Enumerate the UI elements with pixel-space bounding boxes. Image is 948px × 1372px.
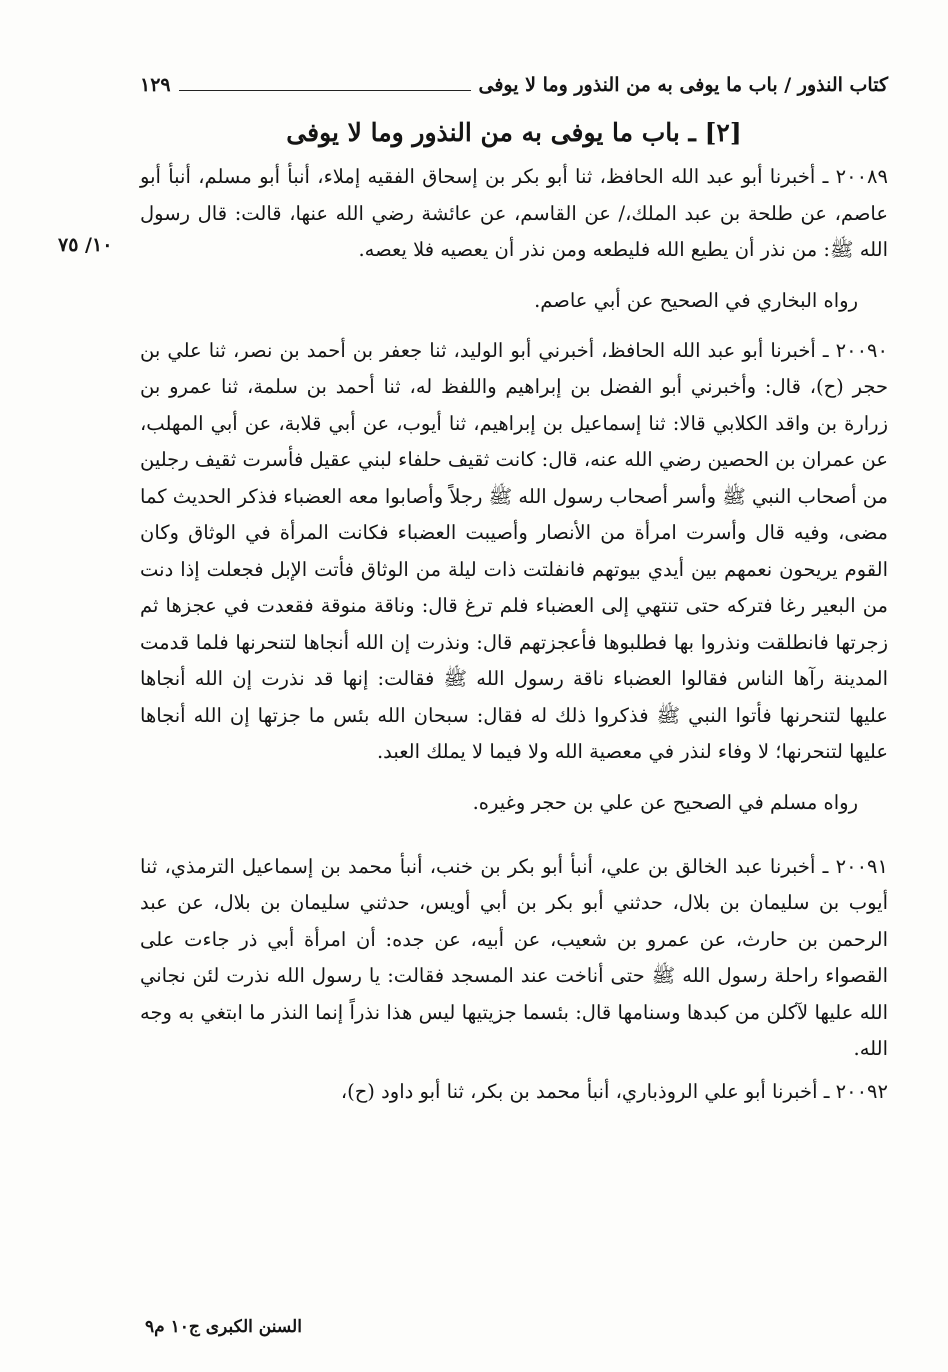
hadith-text: ٢٠٠٨٩ ـ أخبرنا أبو عبد الله الحافظ، ثنا أبو بكر بن إسحاق الفقيه إملاء، أنبأ أبو مسلم، أنبأ أبو عاصم، عن طلحة بن عبد الملك،/ عن القاسم، عن عائشة رضي الله عنها، قالت: قال رسول الله ﷺ: من نذر أن يطيع الله فليطعه ومن نذر أن يعصيه فلا يعصه.	[140, 165, 888, 261]
spacer	[140, 835, 888, 849]
hadith-note: رواه البخاري في الصحيح عن أبي عاصم.	[534, 288, 858, 312]
margin-reference: ١٠/ ٧٥	[58, 234, 113, 256]
hadith-20091	[140, 849, 888, 1068]
footer-signature: السنن الكبرى ج١٠ م٩	[145, 1317, 302, 1337]
hadith-20092	[140, 1074, 888, 1111]
running-header	[140, 68, 888, 102]
page-body	[140, 68, 888, 1110]
hadith-20089	[140, 159, 888, 269]
hadith-text: ٢٠٠٩٢ ـ أخبرنا أبو علي الروذباري، أنبأ محمد بن بكر، ثنا أبو داود (ح)،	[340, 1079, 888, 1103]
chapter-title: [٢] ـ باب ما يوفى به من النذور وما لا يوفى	[286, 118, 742, 147]
hadith-text: ٢٠٠٩٠ ـ أخبرنا أبو عبد الله الحافظ، أخبرني أبو الوليد، ثنا جعفر بن أحمد بن نصر، ثنا علي بن حجر (ح)، قال: وأخبرني أبو الفضل بن إبراهيم واللفظ له، ثنا أحمد بن سلمة، ثنا عمرو بن زرارة بن واقد الكلابي قالا: ثنا إسماعيل بن إبراهيم، ثنا أيوب، عن أبي قلابة، عن أبي المهلب، عن عمران بن الحصين رضي الله عنه، قال: كانت ثقيف حلفاء لبني عقيل فأسرت ثقيف رجلين من أصحاب النبي ﷺ وأسر أصحاب رسول الله ﷺ رجلاً وأصابوا معه العضباء فذكر الحديث كما مضى، وفيه قال وأسرت امرأة من الأنصار وأصيبت العضباء فكانت المرأة في الوثاق وكان القوم يريحون نعمهم بين أيدي بيوتهم فانفلتت ذات ليلة من الوثاق فأتت الإبل فجعلت إذا دنت من البعير رغا فتركه حتى تنتهي إلى العضباء فلم ترغ قال: وناقة منوقة فقعدت في عجزها ثم زجرتها فانطلقت ونذروا بها فطلبوها فأعجزتهم قال: ونذرت إن الله أنجاها لتنحرنها فلما قدمت المدينة رآها الناس فقالوا العضباء ناقة رسول الله ﷺ فقالت: إنها قد نذرت إن الله أنجاها عليها لتنحرنها فأتوا النبي ﷺ فذكروا ذلك له فقال: سبحان الله بئس ما جزتها إن الله أنجاها عليها لتنحرنها؛ لا وفاء لنذر في معصية الله ولا فيما لا يملك العبد.	[140, 338, 888, 763]
hadith-note: رواه مسلم في الصحيح عن علي بن حجر وغيره.	[472, 790, 858, 814]
hadith-20090	[140, 333, 888, 771]
running-header-title: كتاب النذور / باب ما يوفى به من النذور وما لا يوفى	[478, 74, 888, 96]
page-number: ١٢٩	[140, 74, 171, 96]
hadith-text: ٢٠٠٩١ ـ أخبرنا عبد الخالق بن علي، أنبأ أبو بكر بن خنب، أنبأ محمد بن إسماعيل الترمذي، ثنا أيوب بن سليمان بن بلال، حدثني أبو بكر بن أبي أويس، حدثني سليمان بن بلال، عن عبد الرحمن بن حارث، عن عمرو بن شعيب، عن أبيه، عن جده: أن امرأة أبي ذر جاءت على القصواء راحلة رسول الله ﷺ حتى أناخت عند المسجد فقالت: يا رسول الله نذرت لئن نجاني الله عليها لآكلن من كبدها وسنامها قال: بئسما جزيتيها ليس هذا نذراً إنما النذر ما ابتغي به وجه الله.	[140, 854, 888, 1060]
header-rule	[179, 90, 471, 91]
